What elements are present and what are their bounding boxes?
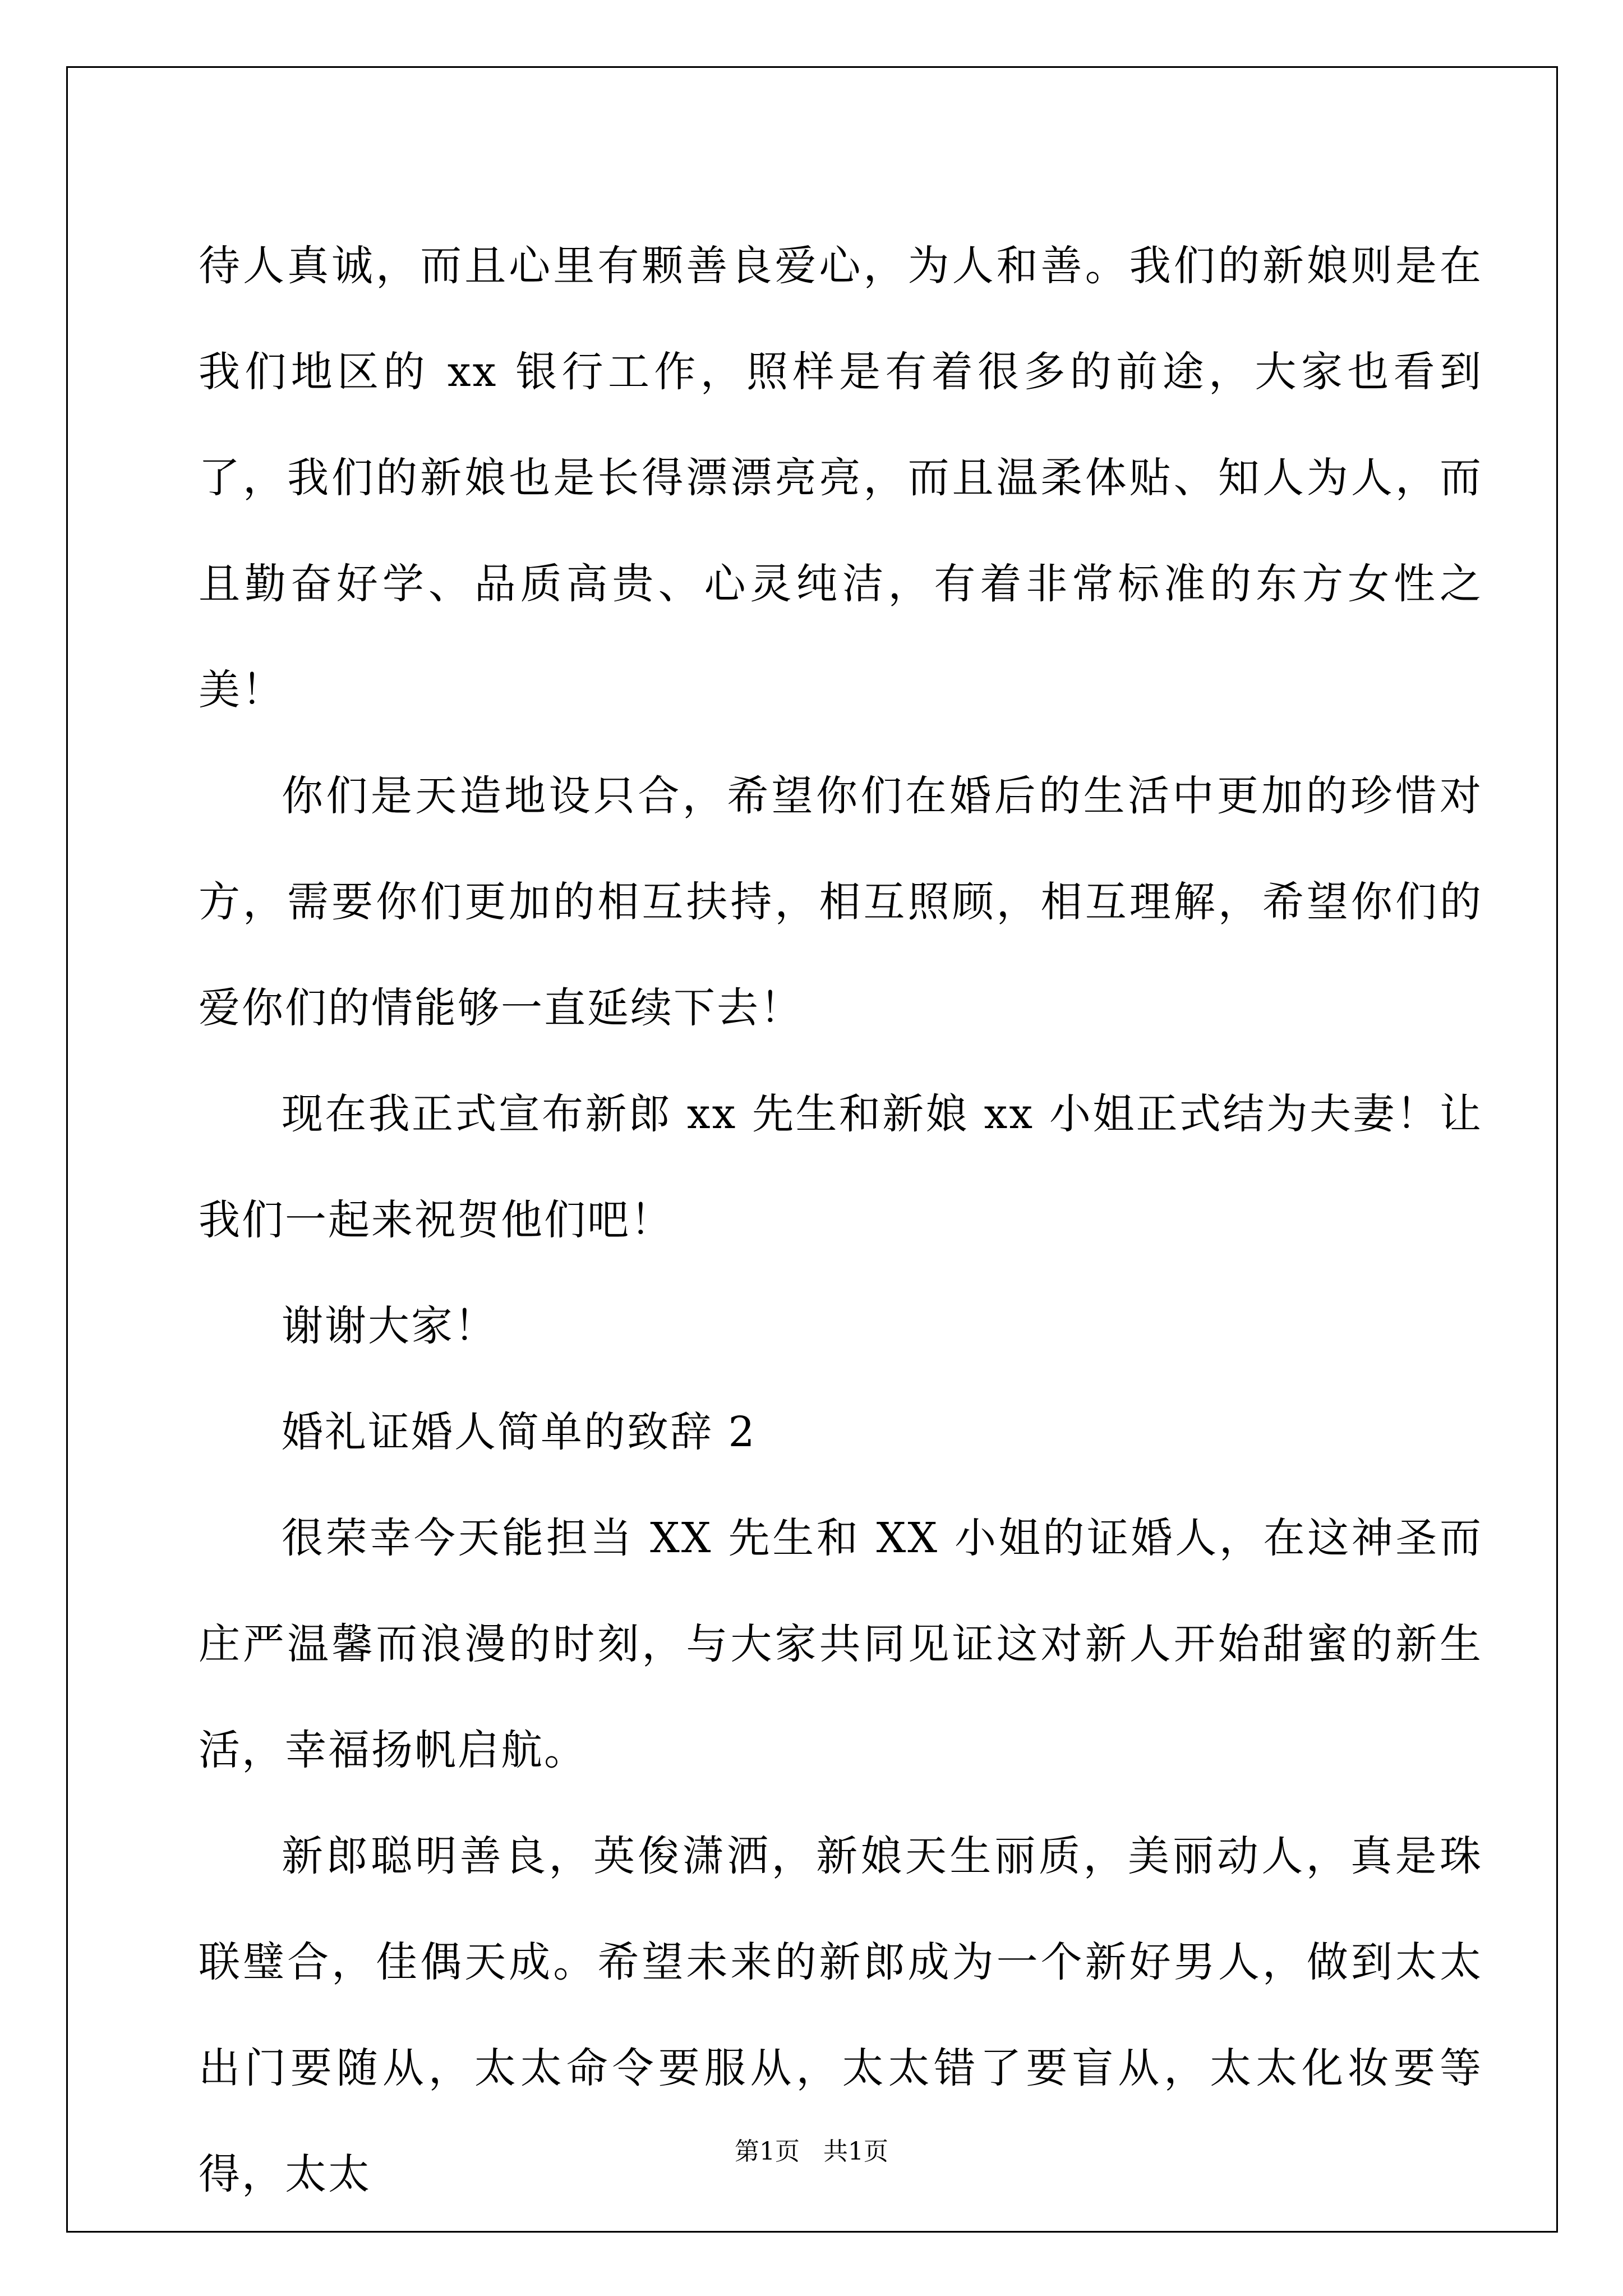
paragraph-1: 待人真诚，而且心里有颗善良爱心，为人和善。我们的新娘则是在我们地区的 xx 银行工作，照样是有着很多的前途，大家也看到了，我们的新娘也是长得漂漂亮亮，而且温柔体贴、知人为人，而且勤奋好学、品质高贵、心灵纯洁，有着非常标准的东方女性之美！ <box>199 242 1483 714</box>
paragraph-3: 现在我正式宣布新郎 xx 先生和新娘 xx 小姐正式结为夫妻！让我们一起来祝贺他们吧！ <box>199 1090 1483 1244</box>
paragraph-4: 谢谢大家！ <box>282 1302 497 1350</box>
paragraph-2: 你们是天造地设只合，希望你们在婚后的生活中更加的珍惜对方，需要你们更加的相互扶持，相互照顾，相互理解，希望你们的爱你们的情能够一直延续下去！ <box>199 772 1483 1032</box>
document-body <box>199 213 1483 2228</box>
section-heading: 婚礼证婚人简单的致辞 2 <box>282 1408 757 1456</box>
paragraph-6: 新郎聪明善良，英俊潇洒，新娘天生丽质，美丽动人，真是珠联璧合，佳偶天成。希望未来的新郎成为一个新好男人，做到太太出门要随从，太太命令要服从，太太错了要盲从，太太化妆要等得，太太 <box>199 1832 1483 2198</box>
page-number: 第1页 <box>735 2137 800 2166</box>
paragraph-5: 很荣幸今天能担当 XX 先生和 XX 小姐的证婚人，在这神圣而庄严温馨而浪漫的时刻，与大家共同见证这对新人开始甜蜜的新生活，幸福扬帆启航。 <box>199 1514 1483 1774</box>
page-total: 共1页 <box>823 2137 888 2166</box>
page-footer <box>0 2135 1623 2169</box>
